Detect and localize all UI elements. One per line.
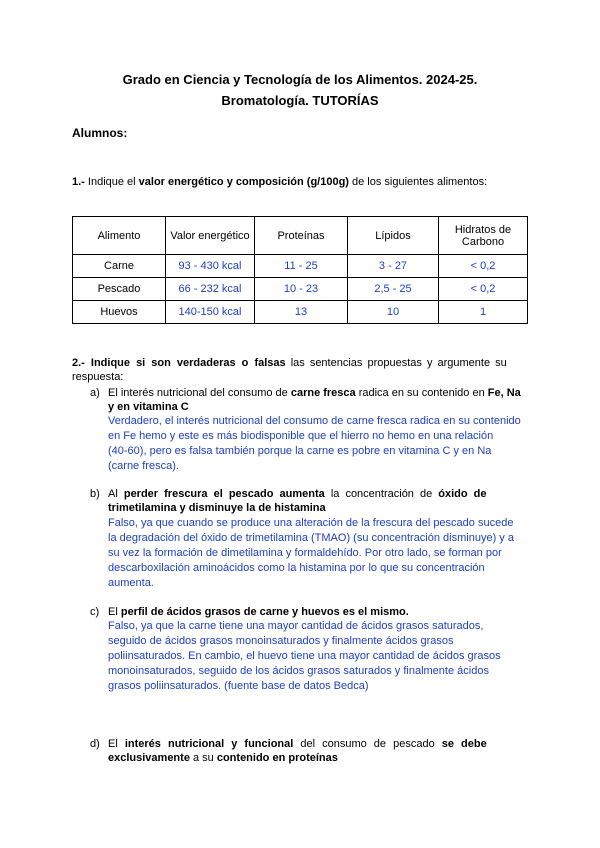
answer-b — [108, 516, 528, 591]
table-row — [73, 301, 528, 324]
answer-c-line: Falso, ya que la carne tiene una mayor cantidad de ácidos grasos saturados, — [108, 620, 484, 632]
statement-b-bold-3: trimetilamina y disminuye la de histamina — [108, 502, 326, 514]
cell-energy: 93 - 430 kcal — [166, 255, 255, 278]
question-1-number: 1.- — [72, 176, 85, 188]
composition-table — [72, 216, 528, 324]
cell-energy: 66 - 232 kcal — [166, 278, 255, 301]
statement-d-bold-2: se debe — [441, 738, 487, 750]
cell-carbs: < 0,2 — [439, 278, 528, 301]
statement-b-text-2: la concentración de — [324, 488, 439, 500]
statement-d-bold-1: interés nutricional y funcional — [124, 738, 294, 750]
answer-b-line: la degradación del óxido de trimetilamina (TMAO) (su concentración disminuye) y a — [108, 532, 514, 544]
statement-d-text-2: del consumo de pescado — [293, 738, 442, 750]
answer-c — [108, 619, 528, 694]
statement-a-bold-1: carne fresca — [290, 387, 356, 399]
cell-carbs: 1 — [439, 301, 528, 324]
cell-protein: 13 — [255, 301, 348, 324]
answer-b-line: aumenta. — [108, 577, 154, 589]
statement-d-marker: d) — [90, 738, 100, 750]
cell-lipids: 2,5 - 25 — [348, 278, 439, 301]
statement-a — [108, 387, 528, 399]
answer-c-line: seguido de ácidos grasos monoinsaturados y finalmente ácidos grasos — [108, 635, 454, 647]
answer-c-line: poliinsaturados. En cambio, el huevo tiene una mayor cantidad de ácidos grasos — [108, 650, 501, 662]
statement-a-text-1: El interés nutricional del consumo de — [108, 387, 291, 399]
cell-carbs: < 0,2 — [439, 255, 528, 278]
question-2-number: 2.- — [72, 357, 85, 369]
students-label: Alumnos: — [72, 126, 128, 140]
cell-food: Carne — [73, 255, 166, 278]
question-2-bold: Indique si son verdaderas o falsas — [84, 357, 286, 369]
statement-d — [108, 738, 528, 750]
answer-a-line: (carne fresca). — [108, 460, 179, 472]
statement-d-text-1: El — [108, 738, 125, 750]
statement-b-bold-2: óxido de — [438, 488, 487, 500]
header-protein: Proteínas — [255, 217, 348, 255]
statement-c — [108, 606, 528, 618]
statement-d-text-3: a su — [189, 752, 217, 764]
statement-c-bold-1: perfil de ácidos grasos de carne y huevos es el mismo. — [120, 606, 409, 618]
question-2-rest: las sentencias propuestas y argumente su — [285, 357, 507, 369]
question-1-text-a: Indique el — [84, 176, 139, 188]
statement-b-bold-1: perder frescura el pescado aumenta — [123, 488, 325, 500]
statement-b — [108, 488, 528, 500]
header-food: Alimento — [73, 217, 166, 255]
answer-b-line: descarboxilación aminoácidos como la histamina por lo que su concentración — [108, 562, 485, 574]
cell-lipids: 3 - 27 — [348, 255, 439, 278]
statement-c-marker: c) — [90, 606, 100, 618]
table-row — [73, 278, 528, 301]
question-1-text-bold: valor energético y composición (g/100g) — [138, 176, 349, 188]
document-title-line1: Grado en Ciencia y Tecnología de los Alimentos. 2024-25. — [122, 72, 478, 87]
answer-a-line: (40-60), pero es falsa también porque la carne es pobre en vitamina C y en Na — [108, 445, 492, 457]
cell-food: Pescado — [73, 278, 166, 301]
answer-a-line: en Fe hemo y este es más biodisponible que el hierro no hemo en una relación — [108, 430, 494, 442]
statement-a-text-2: radica en su contenido en — [355, 387, 488, 399]
document-title-line2: Bromatología. TUTORÍAS — [221, 93, 379, 108]
cell-protein: 11 - 25 — [255, 255, 348, 278]
answer-b-line: su vez la formación de dimetilamina y formaldehído. Por otro lado, se forman por — [108, 547, 502, 559]
statement-d-line2 — [108, 752, 338, 764]
answer-c-line: monoinsaturados, seguido de los ácidos grasos saturados y finalmente ácidos — [108, 665, 489, 677]
answer-a — [108, 414, 528, 474]
answer-c-line: grasos poliinsaturados. (fuente base de datos Bedca) — [108, 680, 369, 692]
statement-d-bold-4: contenido en proteínas — [216, 752, 338, 764]
header-lipids: Lípidos — [348, 217, 439, 255]
statement-a-marker: a) — [90, 387, 100, 399]
cell-lipids: 10 — [348, 301, 439, 324]
question-1-text-b: de los siguientes alimentos: — [348, 176, 488, 188]
table-header-row — [73, 217, 528, 255]
cell-energy: 140-150 kcal — [166, 301, 255, 324]
statement-b-text-1: Al — [108, 488, 124, 500]
statement-d-bold-3: exclusivamente — [108, 752, 190, 764]
statement-a-bold-3: y en vitamina C — [108, 401, 189, 413]
cell-protein: 10 - 23 — [255, 278, 348, 301]
header-energy: Valor energético — [166, 217, 255, 255]
statement-c-text-1: El — [108, 606, 121, 618]
statement-b-marker: b) — [90, 488, 100, 500]
answer-b-line: Falso, ya que cuando se produce una alteración de la frescura del pescado sucede — [108, 517, 514, 529]
table-row — [73, 255, 528, 278]
cell-food: Huevos — [73, 301, 166, 324]
question-2-rest-line2: respuesta: — [72, 371, 124, 383]
statement-a-bold-2: Fe, Na — [487, 387, 521, 399]
answer-a-line: Verdadero, el interés nutricional del consumo de carne fresca radica en su contenido — [108, 415, 521, 427]
header-carbs: Hidratos de Carbono — [439, 217, 528, 255]
question-2 — [72, 357, 526, 369]
question-1 — [72, 176, 487, 188]
